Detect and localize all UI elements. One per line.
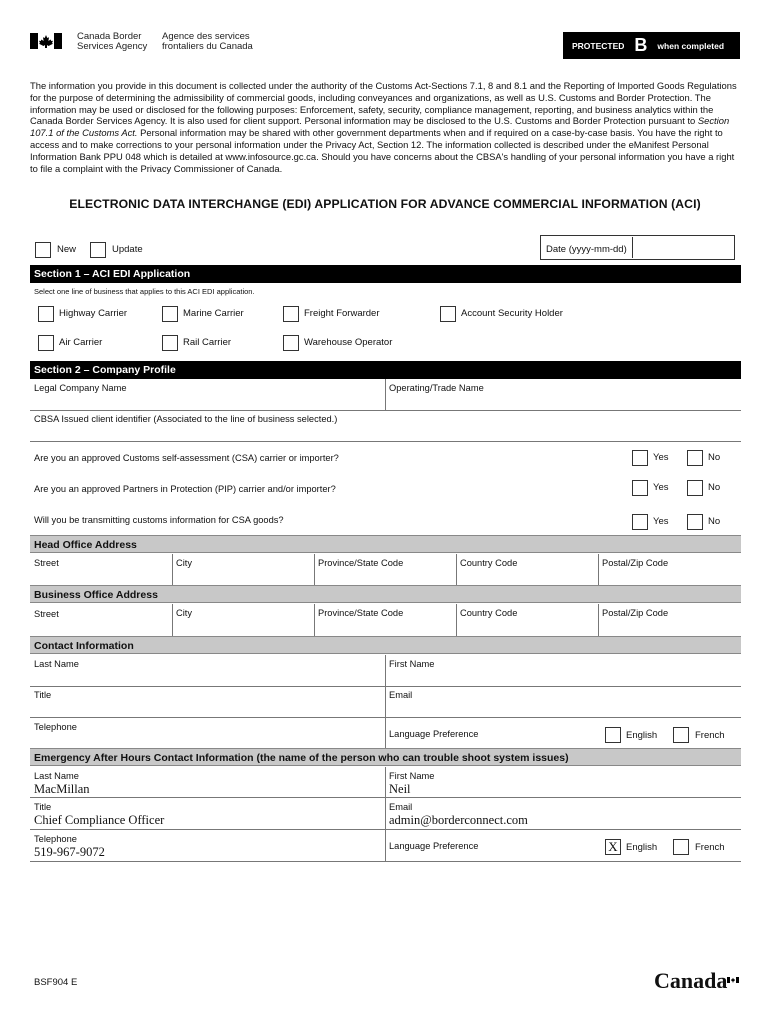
pip-no-checkbox[interactable] [687, 480, 703, 496]
head-province-label: Province/State Code [318, 558, 404, 568]
privacy-statement [30, 80, 742, 174]
air-carrier-label: Air Carrier [59, 337, 103, 348]
date-label: Date (yyyy-mm-dd) [546, 244, 627, 255]
contact-language-label: Language Preference [389, 729, 479, 739]
business-office-header: Business Office Address [30, 585, 741, 603]
contact-english-label: English [626, 730, 658, 741]
contact-telephone-label: Telephone [34, 722, 77, 732]
divider [598, 554, 599, 586]
csa-yes-checkbox[interactable] [632, 450, 648, 466]
marine-carrier-checkbox[interactable] [162, 306, 178, 322]
date-input[interactable] [632, 237, 731, 258]
pip-yes-checkbox[interactable] [632, 480, 648, 496]
head-postal-label: Postal/Zip Code [602, 558, 669, 568]
emergency-last-name-value[interactable]: MacMillan [34, 782, 90, 796]
privacy-text-2: Personal information may be shared with other government departments when and if required on a case-by-case basis. You have the right to access and to make corrections to your personal information under the Privacy Act, Section 12. The information collected is described under the eManifest Personal Information Bank PPU 048 which is detailed at www.infosource.gc.ca. Should you have concerns about the CBSA's handling of your personal information you have a right to file a complaint with the Privacy Commissioner of Canada. [30, 127, 735, 174]
divider [172, 554, 173, 586]
freight-forwarder-label: Freight Forwarder [304, 308, 380, 319]
divider [30, 441, 741, 442]
agency-en-line2: Services Agency [77, 41, 148, 52]
divider [30, 861, 741, 862]
emergency-telephone-label: Telephone [34, 834, 77, 844]
agency-fr-line1: Agence des services [162, 31, 250, 42]
agency-name-fr [162, 32, 253, 52]
pip-yes-label: Yes [653, 482, 669, 493]
emergency-email-value[interactable]: admin@borderconnect.com [389, 813, 528, 827]
emergency-english-label: English [626, 842, 658, 853]
head-city-label: City [176, 558, 193, 568]
business-province-label: Province/State Code [318, 608, 404, 618]
divider [456, 604, 457, 636]
trade-name-label: Operating/Trade Name [389, 383, 484, 393]
contact-french-checkbox[interactable] [673, 727, 689, 743]
csa-question: Are you an approved Customs self-assessment (CSA) carrier or importer? [34, 453, 339, 463]
csa-no-label: No [708, 452, 721, 463]
divider [598, 604, 599, 636]
update-label: Update [112, 244, 143, 255]
pip-question: Are you an approved Partners in Protection (PIP) carrier and/or importer? [34, 484, 336, 494]
divider [30, 797, 741, 798]
account-security-holder-label: Account Security Holder [461, 308, 563, 319]
air-carrier-checkbox[interactable] [38, 335, 54, 351]
emergency-first-name-value[interactable]: Neil [389, 782, 411, 796]
emergency-email-label: Email [389, 802, 413, 812]
emergency-language-label: Language Preference [389, 841, 479, 851]
rail-carrier-label: Rail Carrier [183, 337, 232, 348]
legal-company-name-label: Legal Company Name [34, 383, 127, 393]
contact-last-name-label: Last Name [34, 659, 79, 669]
business-street-label: Street [34, 609, 59, 619]
new-checkbox[interactable] [35, 242, 51, 258]
section1-header: Section 1 – ACI EDI Application [30, 265, 741, 283]
contact-email-label: Email [389, 690, 413, 700]
privacy-text-1: The information you provide in this document is collected under the authority of the Customs Act-Sections 7.1, 8 and 8.1 and the Reporting of Imported Goods Regulations for the purpose of determining the admissibility of commercial goods, including conveyances and organizations, as well as U.S. Customs and Border Protection. The information may be used or disclosed for the following purposes: Enforcement, safety, security, compliance management, reporting, and business analytics within the Canada Border Services Agency. It is also used for client support. Personal information may be disclosed to the U.S. Customs and Border Protection pursuant to [30, 80, 737, 127]
divider [456, 554, 457, 586]
emergency-last-name-label: Last Name [34, 771, 79, 781]
contact-header: Contact Information [30, 636, 741, 654]
business-country-label: Country Code [460, 608, 518, 618]
protected-level: B [634, 35, 648, 55]
emergency-french-checkbox[interactable] [673, 839, 689, 855]
agency-fr-line2: frontaliers du Canada [162, 41, 253, 52]
contact-first-name-label: First Name [389, 659, 435, 669]
transmit-no-checkbox[interactable] [687, 514, 703, 530]
client-identifier-label: CBSA Issued client identifier (Associated to the line of business selected.) [34, 414, 338, 424]
protected-when: when completed [657, 40, 725, 51]
divider [385, 767, 386, 861]
highway-carrier-label: Highway Carrier [59, 308, 128, 319]
emergency-first-name-label: First Name [389, 771, 435, 781]
warehouse-operator-label: Warehouse Operator [304, 337, 393, 348]
canada-wordmark: Canada [654, 968, 728, 993]
csa-no-checkbox[interactable] [687, 450, 703, 466]
new-label: New [57, 244, 77, 255]
transmit-yes-checkbox[interactable] [632, 514, 648, 530]
wordmark-flag-icon [727, 970, 739, 976]
emergency-header: Emergency After Hours Contact Information (the name of the person who can trouble shoot system issues) [30, 748, 741, 766]
form-title: ELECTRONIC DATA INTERCHANGE (EDI) APPLICATION FOR ADVANCE COMMERCIAL INFORMATION (ACI) [69, 197, 701, 211]
agency-en-line1: Canada Border [77, 31, 142, 42]
agency-name-en [77, 32, 147, 52]
head-country-label: Country Code [460, 558, 518, 568]
account-security-holder-checkbox[interactable] [440, 306, 456, 322]
highway-carrier-checkbox[interactable] [38, 306, 54, 322]
divider [314, 554, 315, 586]
section2-header: Section 2 – Company Profile [30, 361, 741, 379]
freight-forwarder-checkbox[interactable] [283, 306, 299, 322]
transmit-question: Will you be transmitting customs information for CSA goods? [34, 515, 284, 525]
divider [314, 604, 315, 636]
business-city-label: City [176, 608, 193, 618]
divider [30, 686, 741, 687]
divider [30, 829, 741, 830]
form-number: BSF904 E [34, 977, 78, 988]
divider [30, 717, 741, 718]
divider [385, 655, 386, 749]
client-identifier-field[interactable] [30, 411, 741, 441]
contact-french-label: French [695, 730, 725, 741]
transmit-yes-label: Yes [653, 516, 669, 527]
section1-instruction: Select one line of business that applies to this ACI EDI application. [34, 287, 255, 296]
contact-title-label: Title [34, 690, 52, 700]
divider [172, 604, 173, 636]
emergency-french-label: French [695, 842, 725, 853]
rail-carrier-checkbox[interactable] [162, 335, 178, 351]
csa-yes-label: Yes [653, 452, 669, 463]
legal-company-name-field[interactable] [30, 379, 385, 410]
trade-name-field[interactable] [386, 379, 741, 410]
business-postal-label: Postal/Zip Code [602, 608, 669, 618]
head-street-label: Street [34, 558, 59, 568]
pip-no-label: No [708, 482, 721, 493]
marine-carrier-label: Marine Carrier [183, 308, 244, 319]
transmit-no-label: No [708, 516, 721, 527]
update-checkbox[interactable] [90, 242, 106, 258]
emergency-title-value[interactable]: Chief Compliance Officer [34, 813, 165, 827]
emergency-english-checkbox[interactable]: X [605, 839, 621, 855]
canada-flag-icon [30, 33, 62, 49]
emergency-title-label: Title [34, 802, 52, 812]
protected-b-banner [563, 32, 740, 59]
head-office-header: Head Office Address [30, 535, 741, 553]
contact-english-checkbox[interactable] [605, 727, 621, 743]
warehouse-operator-checkbox[interactable] [283, 335, 299, 351]
protected-label: PROTECTED [572, 40, 625, 51]
privacy-text-italic: Section 107.1 of the Customs Act. [30, 115, 730, 139]
emergency-telephone-value[interactable]: 519-967-9072 [34, 845, 105, 859]
